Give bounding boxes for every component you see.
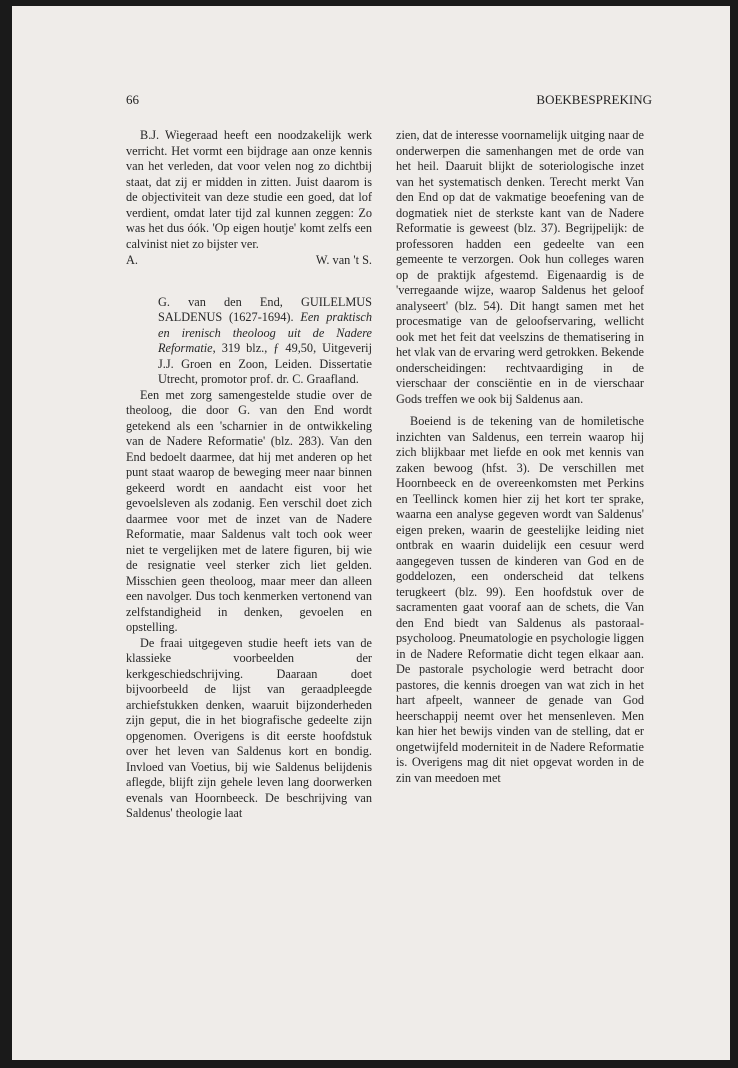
book-reference — [126, 295, 372, 388]
running-header — [12, 92, 730, 110]
paragraph: Boeiend is de tekening van de homiletische inzichten van Saldenus, een terrein waarop hij zich blijkbaar met liefde en ook met kennis van zaken bewoog (hfst. 3). De verschillen met Hoornbeeck en de overeenkomsten met Perkins en Teellinck komen hier zij het kort ter sprake, waarna een analyse gegeven wordt van Saldenus' eigen preken, waarin de geestelijke leiding niet ontbrak en waarin duidelijk een cesuur werd aangegeven tussen de kinderen van God en de goddelozen, een onderscheid dat telkens terugkeert (blz. 99). Een hoofdstuk over de sacramenten gaat vooraf aan de schets, die Van den End biedt van Saldenus als pastoraal-psycholoog. Pneumatologie en psychologie liggen in de Nadere Reformatie dicht tegen elkaar aan. De pastorale psychologie werd betracht door pastores, die kennis droegen van wat zich in het hart afpeelt, wanneer de genade van God heerschappij neemt over het mensenleven. Men kan hier het bewijs vinden van de stelling, dat er ongetwijfeld moderniteit in de Nadere Reformatie is. Overigens mag dit niet opgevat worden in de zin van meedoen met — [396, 414, 644, 785]
reference-title: Een praktisch en irenisch theoloog uit de Nadere Reformatie — [158, 310, 372, 355]
paragraph: zien, dat de interesse voornamelijk uitging naar de onderwerpen die samenhangen met de orde van het heil. Daaruit blijkt de soteriologische inzet van het systematisch denken. Terecht merkt Van den End op dat de vakmatige beoefening van de dogmatiek niet de sterkste kant van de Nadere Reformatie is geweest (blz. 37). Begrijpelijk: de professoren hadden een gedeelte van een gemeente te verzorgen. Ook hun colleges waren op de praktijk afgestemd. Eigenaardig is de 'verregaande wijze, waarop Saldenus het geloof analyseert' (blz. 54). Dit hangt samen met het procesmatige van de geloofservaring, wellicht ook met het feit dat veelszins de thematisering in het vlak van de ervaring werd getrokken. Bekende onderscheidingen: rechtvaardiging in de vierschaar der consciëntie en in de vierschaar Gods treffen we ook bij Saldenus aan. — [396, 128, 644, 406]
signature-initial: A. — [126, 253, 138, 267]
signature-line — [126, 253, 372, 269]
paragraph: B.J. Wiegeraad heeft een noodzakelijk werk verricht. Het vormt een bijdrage aan onze kennis van het verleden, dat voor velen nog zo dichtbij staat, dat zij er midden in zitten. Juist daarom is de objectiviteit van deze studie een goed, dat lof verdient, omdat later tijd zal kunnen zeggen: Zo was het dus óók. 'Op eigen houtje' komt zelfs een calvinist niet zo bijster ver. — [126, 128, 372, 251]
signature-name: W. van 't S. — [315, 253, 372, 267]
reference-details: , 319 blz., ƒ 49,50, Uitgeverij J.J. Groen en Zoon, Leiden. Dissertatie Utrecht, promotor prof. dr. C. Graafland. — [158, 341, 372, 386]
left-column — [126, 128, 372, 822]
section-title: BOEKBESPREKING — [536, 92, 652, 107]
page-number: 66 — [126, 92, 139, 107]
reference-author: G. van den End, GUILELMUS SALDENUS (1627-1694). — [158, 294, 372, 324]
paragraph: De fraai uitgegeven studie heeft iets van de klassieke voorbeelden der kerkgeschiedschrijving. Daaraan doet bijvoorbeeld de lijst van geraadpleegde archiefstukken denken, waaruit bijzonderheden zijn geput, die in het biografische gedeelte zijn opgenomen. Overigens is dit eerste hoofdstuk over het leven van Saldenus kort en bondig. Invloed van Voetius, bij wie Saldenus belijdenis aflegde, blijft zijn gehele leven lang doorwerken evenals van Hoornbeeck. De beschrijving van Saldenus' theologie laat — [126, 635, 372, 820]
right-column — [396, 128, 644, 786]
paragraph: Een met zorg samengestelde studie over de theoloog, die door G. van den End wordt getekend als een 'scharnier in de ontwikkeling van de Nadere Reformatie' (blz. 283). Van den End bedoelt daarmee, dat hij met anderen op het punt staat waarop de beweging meer naar binnen gekeerd wordt en aandacht eist voor het gevoelsleven als zodanig. Een verschil doet zich daarmee voor met de inzet van de Nadere Reformatie, maar Saldenus valt toch ook weer niet te vergelijken met de latere figuren, bij wie de resignatie veel sterker zich liet gelden. Misschien geen theoloog, maar meer dan alleen een navolger. Dus toch kenmerken vertonend van zelfstandigheid in denken, gevoelen en opstelling. — [126, 387, 372, 634]
document-page — [12, 6, 730, 1060]
